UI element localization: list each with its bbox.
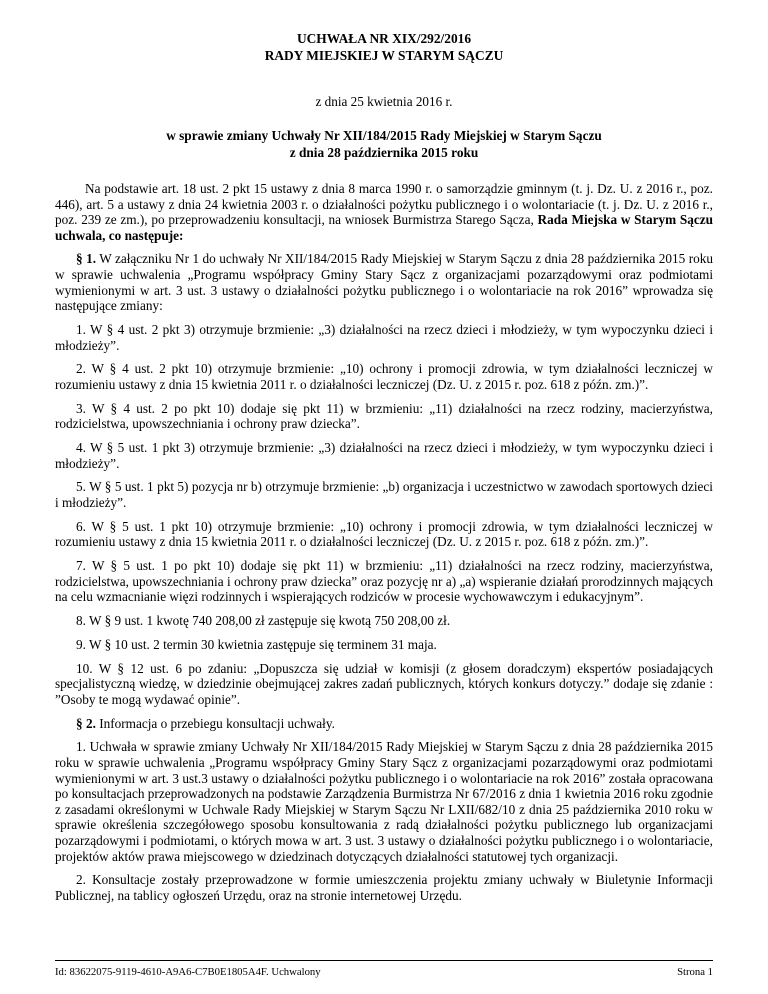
section-2-mark: § 2. <box>76 715 96 731</box>
section-1-item: 1. W § 4 ust. 2 pkt 3) otrzymuje brzmienie: „3) działalności na rzecz dzieci i młodzieży, w tym wypoczynku dzieci i młodzieży”. <box>55 321 713 353</box>
section-1-item: 3. W § 4 ust. 2 po pkt 10) dodaje się pkt 11) w brzmieniu: „11) działalności na rzecz rodziny, macierzyństwa, rodzicielstwa, upowszechniania i ochrony praw dziecka”. <box>55 400 713 432</box>
document-page <box>55 0 713 994</box>
preamble <box>55 181 713 243</box>
resolution-title <box>55 31 713 64</box>
preamble-text: Na podstawie art. 18 ust. 2 pkt 15 ustawy z dnia 8 marca 1990 r. o samorządzie gminnym (t. j. Dz. U. z 2016 r., poz. 446), art. 5 a ustawy z dnia 24 kwietnia 2003 r. o działalności pożytku publicznego i o wolontariacie (t. j. Dz. U. z 2016 r., poz. 239 ze zm.), po przeprowadzeniu konsultacji, na wniosek Burmistrza Starego Sącza, <box>55 181 713 228</box>
section-1-item: 2. W § 4 ust. 2 pkt 10) otrzymuje brzmienie: „10) ochrony i promocji zdrowia, w tym działalności leczniczej w rozumieniu ustawy z dnia 15 kwietnia 2011 r. o działalności leczniczej (Dz. U. z 2015 r. poz. 618 z późn. zm.)”. <box>55 361 713 392</box>
preamble-bold: Rada Miejska w Starym Sączu uchwala, co następuje: <box>55 212 713 243</box>
footer-divider <box>55 960 713 961</box>
section-2-item: 1. Uchwała w sprawie zmiany Uchwały Nr XII/184/2015 Rady Miejskiej w Starym Sączu z dnia 28 października 2015 roku w sprawie uchwalenia „Programu współpracy Gminy Stary Sącz z organizacjami pozarządowymi oraz podmiotami wymienionymi w art. 3 ust.3 ustawy o działalności pożytku publicznego i o wolontariacie na rok 2016” została opracowana po konsultacjach przeprowadzonych na podstawie Zarządzenia Burmistrza Nr 67/2016 z dnia 1 kwietnia 2016 roku zgodnie z zasadami określonymi w Uchwale Rady Miejskiej w Starym Sączu Nr LXII/682/10 z dnia 25 października 2010 roku w sprawie określenia szczegółowego sposobu konsultowania z radą działalności pożytku publicznego lub organizacjami pozarządowymi i podmiotami, o których mowa w art. 3 ust. 3 ustawy o działalności pożytku publicznego i o wolontariacie, projektów aktów prawa miejscowego w dziedzinach dotyczących działalności statutowej tych organizacji. <box>55 739 713 864</box>
section-1-text: W załączniku Nr 1 do uchwały Nr XII/184/2015 Rady Miejskiej w Starym Sączu z dnia 28 października 2015 roku w sprawie uchwalenia „Programu współpracy Gminy Stary Sącz z organizacjami pozarządowymi oraz podmiotami wymienionymi w art. 3 ust. 3 ustawy o działalności pożytku publicznego i o wolontariacie na rok 2016” wprowadza się następujące zmiany: <box>55 251 713 314</box>
section-1-mark: § 1. <box>76 251 97 267</box>
section-1-intro <box>55 251 713 313</box>
section-1-item: 8. W § 9 ust. 1 kwotę 740 208,00 zł zastępuje się kwotą 750 208,00 zł. <box>76 613 451 629</box>
section-1-item: 9. W § 10 ust. 2 termin 30 kwietnia zastępuje się terminem 31 maja. <box>76 636 437 652</box>
title-line-1: UCHWAŁA NR XIX/292/2016 <box>296 31 472 46</box>
subject-line-2: z dnia 28 października 2015 roku <box>289 144 479 160</box>
resolution-date: z dnia 25 kwietnia 2016 r. <box>315 94 453 109</box>
section-1-item: 6. W § 5 ust. 1 pkt 10) otrzymuje brzmienie: „10) ochrony i promocji zdrowia, w tym działalności leczniczej w rozumieniu ustawy z dnia 15 kwietnia 2011 r. o działalności leczniczej (Dz. U. z 2015 r. poz. 618 z późn. zm.)”. <box>55 518 713 550</box>
section-1-item: 10. W § 12 ust. 6 po zdaniu: „Dopuszcza się udział w komisji (z głosem doradczym) ekspertów posiadających specjalistyczną wiedzę, w dziedzinie obejmującej zakres zadań publicznych, których konkurs dotyczy.” dodaje się zdanie : ”Osoby te mogą wydawać opinie”. <box>55 660 713 707</box>
section-2-intro <box>55 716 713 732</box>
section-2-item: 2. Konsultacje zostały przeprowadzone w formie umieszczenia projektu zmiany uchwały w Biuletynie Informacji Publicznej, na tablicy ogłoszeń Urzędu, oraz na stronie internetowej Urzędu. <box>55 872 713 903</box>
section-1-item: 7. W § 5 ust. 1 po pkt 10) dodaje się pkt 11) w brzmieniu: „11) działalności na rzecz rodziny, macierzyństwa, rodzicielstwa, upowszechniania i ochrony praw dziecka” oraz pozycję nr a) „a) wspieranie działań prorodzinnych mających na celu wzmacnianie więzi rodzinnych i wspierających rodziców w procesie wychowawczym i edukacyjnym”. <box>55 558 713 605</box>
section-1-item: 5. W § 5 ust. 1 pkt 5) pozycja nr b) otrzymuje brzmienie: „b) organizacja i uczestnictwo w zawodach sportowych dzieci i młodzieży”. <box>55 479 713 511</box>
document-body <box>55 181 713 912</box>
section-2-text: Informacja o przebiegu konsultacji uchwały. <box>95 715 335 731</box>
section-1-item: 4. W § 5 ust. 1 pkt 3) otrzymuje brzmienie: „3) działalności na rzecz dzieci i młodzieży, w tym wypoczynku dzieci i młodzieży”. <box>55 440 713 471</box>
document-id: Id: 83622075-9119-4610-A9A6-C7B0E1805A4F. Uchwalony <box>55 966 321 978</box>
subject-line-1: w sprawie zmiany Uchwały Nr XII/184/2015 Rady Miejskiej w Starym Sączu <box>166 128 602 143</box>
page-number: Strona 1 <box>677 966 713 978</box>
resolution-subject <box>55 128 713 161</box>
title-line-2: RADY MIEJSKIEJ W STARYM SĄCZU <box>264 47 504 63</box>
